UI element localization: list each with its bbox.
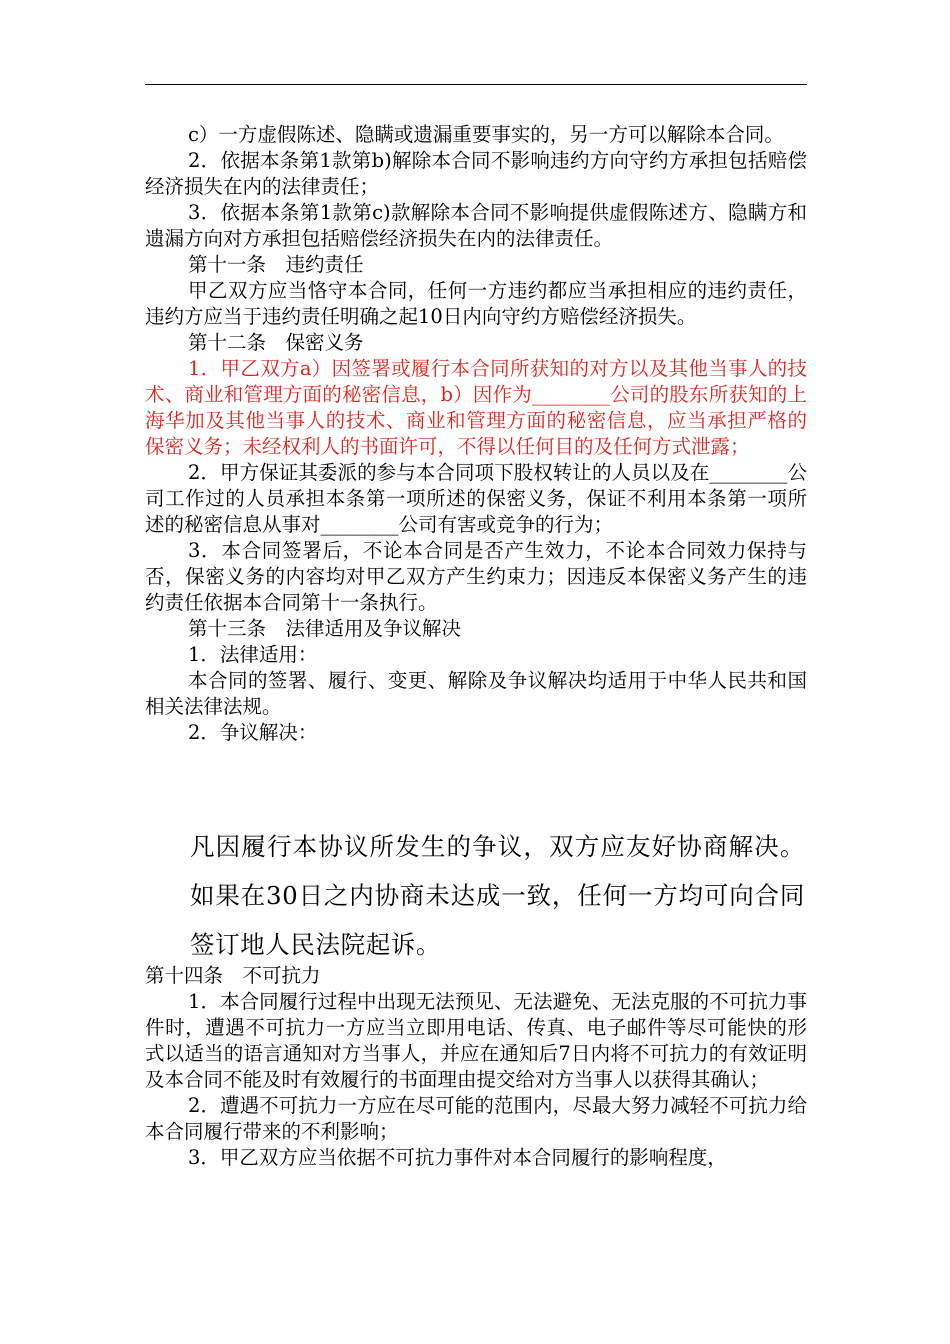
clause-paragraph: 2．甲方保证其委派的参与本合同项下股权转让的人员以及在________公司工作过的人员承担本条第一项所述的保密义务，保证不利用本条第一项所述的秘密信息从事对________公司有害或竞争的行为； (145, 461, 807, 536)
clause-paragraph: 1．法律适用： (188, 643, 318, 666)
dispute-resolution-text (190, 822, 805, 969)
clause-paragraph: 1．本合同履行过程中出现无法预见、无法避免、无法克服的不可抗力事件时，遭遇不可抗力一方应当立即用电话、传真、电子邮件等尽可能快的形式以适当的语言通知对方当事人，并应在通知后7日内将不可抗力的有效证明及本合同不能及时有效履行的书面理由提交给对方当事人以获得其确认； (145, 990, 807, 1091)
contract-body-top (145, 122, 807, 746)
highlighted-clause-paragraph: 1．甲乙双方a）因签署或履行本合同所获知的对方以及其他当事人的技术、商业和管理方面的秘密信息，b）因作为________公司的股东所获知的上海华加及其他当事人的技术、商业和管理方面的秘密信息，应当承担严格的保密义务；未经权利人的书面许可，不得以任何目的及任何方式泄露； (145, 357, 807, 458)
clause-paragraph: 本合同的签署、履行、变更、解除及争议解决均适用于中华人民共和国相关法律法规。 (145, 669, 807, 718)
dispute-paragraph: 凡因履行本协议所发生的争议，双方应友好协商解决。如果在30日之内协商未达成一致，任何一方均可向合同签订地人民法院起诉。 (190, 832, 805, 959)
clause-paragraph: 3．依据本条第1款第c)款解除本合同不影响提供虚假陈述方、隐瞒方和遗漏方向对方承担包括赔偿经济损失在内的法律责任。 (145, 201, 807, 250)
clause-paragraph: 甲乙双方应当恪守本合同，任何一方违约都应当承担相应的违约责任，违约方应当于违约责任明确之起10日内向守约方赔偿经济损失。 (145, 279, 807, 328)
article-heading: 第十三条 法律适用及争议解决 (188, 617, 462, 640)
article-heading: 第十二条 保密义务 (188, 331, 364, 354)
article-heading: 第十四条 不可抗力 (145, 964, 321, 987)
contract-body-bottom (145, 963, 807, 1171)
clause-paragraph: 2．争议解决： (188, 721, 318, 744)
clause-paragraph: 2．遭遇不可抗力一方应在尽可能的范围内，尽最大努力减轻不可抗力给本合同履行带来的不利影响； (145, 1094, 807, 1143)
article-heading: 第十一条 违约责任 (188, 253, 364, 276)
clause-paragraph: 3．甲乙双方应当依据不可抗力事件对本合同履行的影响程度， (188, 1146, 727, 1169)
clause-paragraph: 3．本合同签署后，不论本合同是否产生效力，不论本合同效力保持与否，保密义务的内容均对甲乙双方产生约束力；因违反本保密义务产生的违约责任依据本合同第十一条执行。 (145, 539, 807, 614)
clause-paragraph: c）一方虚假陈述、隐瞒或遗漏重要事实的，另一方可以解除本合同。 (188, 123, 784, 146)
header-rule (145, 84, 807, 85)
clause-paragraph: 2．依据本条第1款第b)解除本合同不影响违约方向守约方承担包括赔偿经济损失在内的法律责任； (145, 149, 807, 198)
